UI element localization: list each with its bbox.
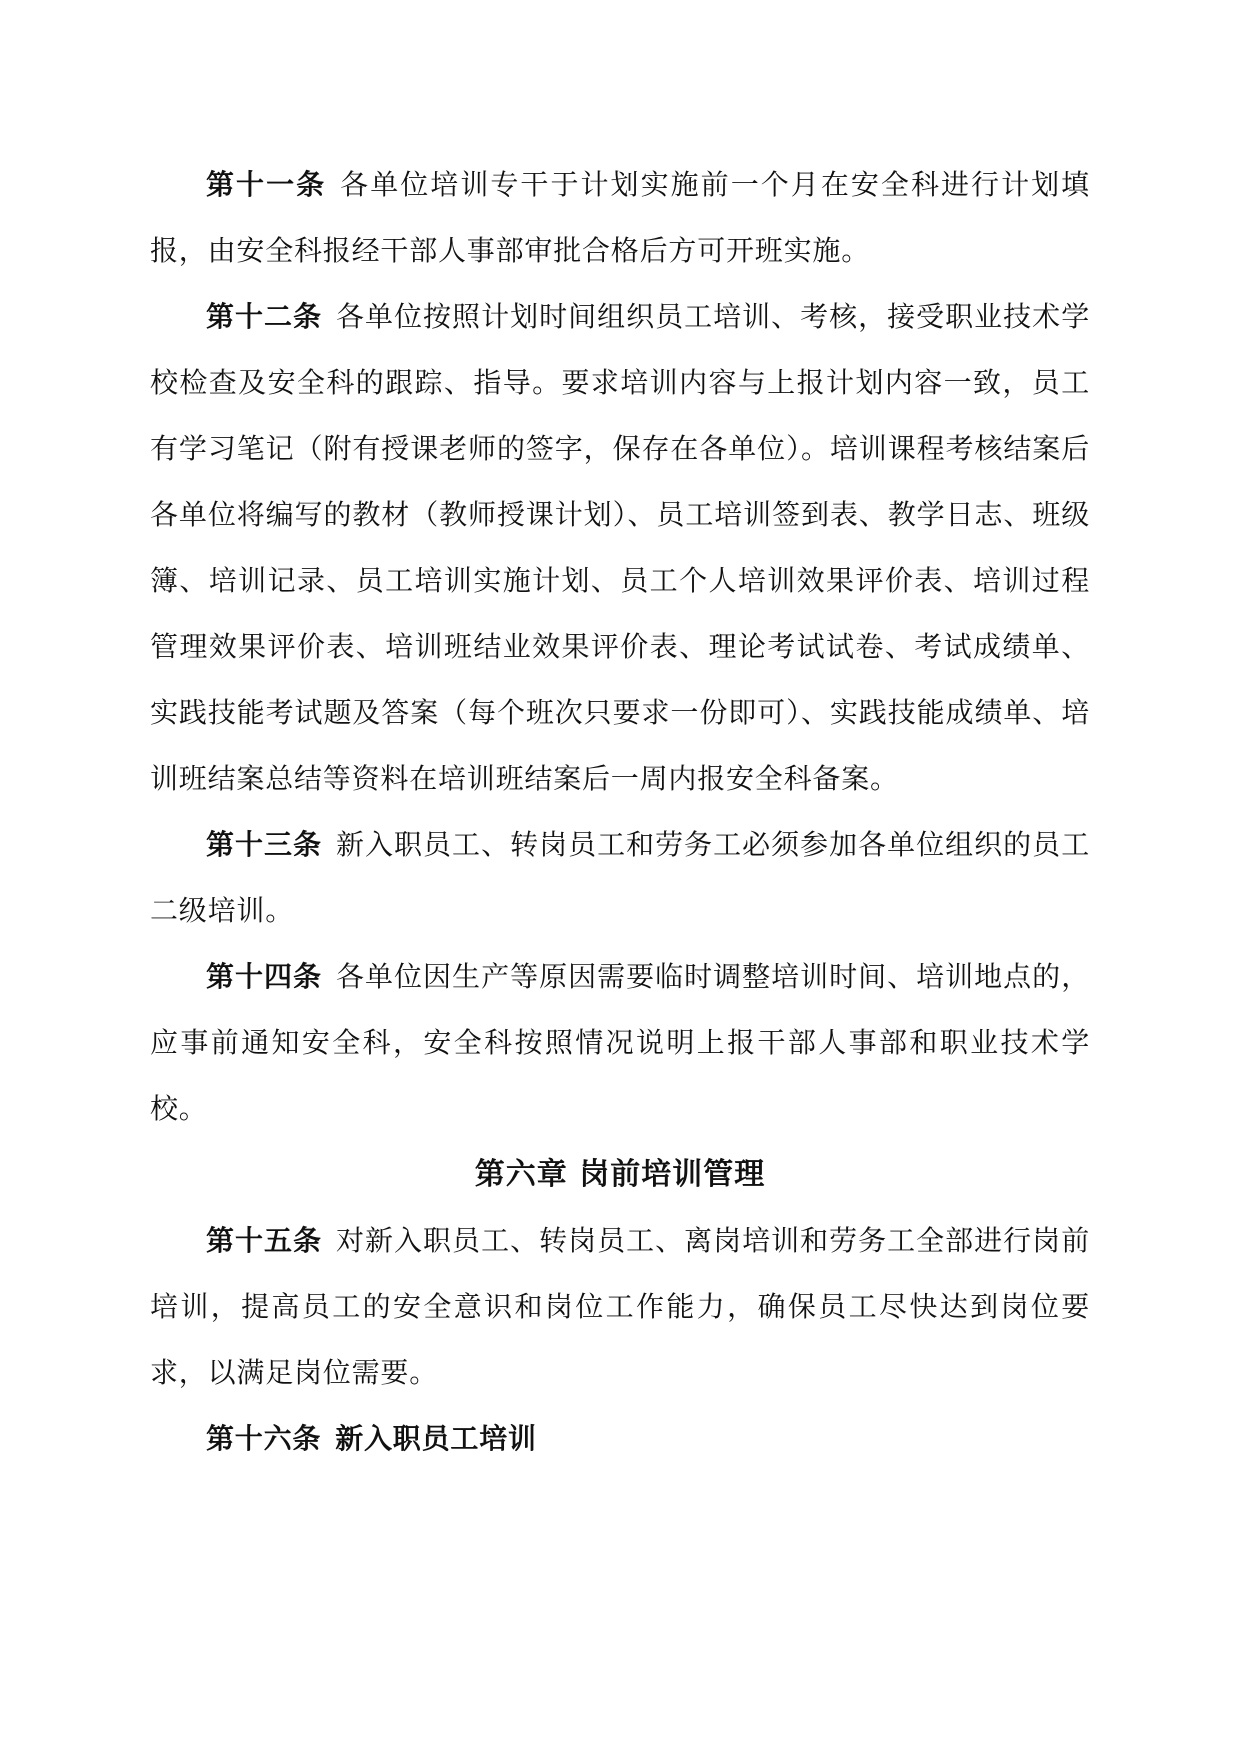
article-text: 各单位培训专干于计划实施前一个月在安全科进行计划填报，由安全科报经干部人事部审批合格后方可开班实施。 bbox=[150, 168, 1090, 267]
article-text: 各单位因生产等原因需要临时调整培训时间、培训地点的，应事前通知安全科，安全科按照情况说明上报干部人事部和职业技术学校。 bbox=[150, 960, 1090, 1125]
article-text: 新入职员工培训 bbox=[335, 1422, 537, 1455]
chapter-title: 第六章 岗前培训管理 bbox=[474, 1157, 766, 1192]
article-label: 第十三条 bbox=[206, 828, 323, 861]
article-text: 新入职员工、转岗员工和劳务工必须参加各单位组织的员工二级培训。 bbox=[150, 828, 1090, 927]
article-label: 第十五条 bbox=[206, 1224, 323, 1257]
article-13 bbox=[150, 812, 1090, 944]
article-16 bbox=[150, 1406, 1090, 1472]
article-label: 第十二条 bbox=[206, 300, 323, 333]
article-label: 第十六条 bbox=[206, 1422, 322, 1455]
article-15 bbox=[150, 1208, 1090, 1406]
article-text: 对新入职员工、转岗员工、离岗培训和劳务工全部进行岗前培训，提高员工的安全意识和岗位工作能力，确保员工尽快达到岗位要求，以满足岗位需要。 bbox=[150, 1224, 1090, 1389]
article-label: 第十一条 bbox=[206, 168, 327, 201]
article-12 bbox=[150, 284, 1090, 812]
article-11 bbox=[150, 152, 1090, 284]
article-text: 各单位按照计划时间组织员工培训、考核，接受职业技术学校检查及安全科的跟踪、指导。要求培训内容与上报计划内容一致，员工有学习笔记（附有授课老师的签字，保存在各单位）。培训课程考核结案后各单位将编写的教材（教师授课计划）、员工培训签到表、教学日志、班级簿、培训记录、员工培训实施计划、员工个人培训效果评价表、培训过程管理效果评价表、培训班结业效果评价表、理论考试试卷、考试成绩单、实践技能考试题及答案（每个班次只要求一份即可）、实践技能成绩单、培训班结案总结等资料在培训班结案后一周内报安全科备案。 bbox=[150, 300, 1090, 795]
page-content bbox=[150, 152, 1090, 1472]
article-14 bbox=[150, 944, 1090, 1142]
article-label: 第十四条 bbox=[206, 960, 323, 993]
